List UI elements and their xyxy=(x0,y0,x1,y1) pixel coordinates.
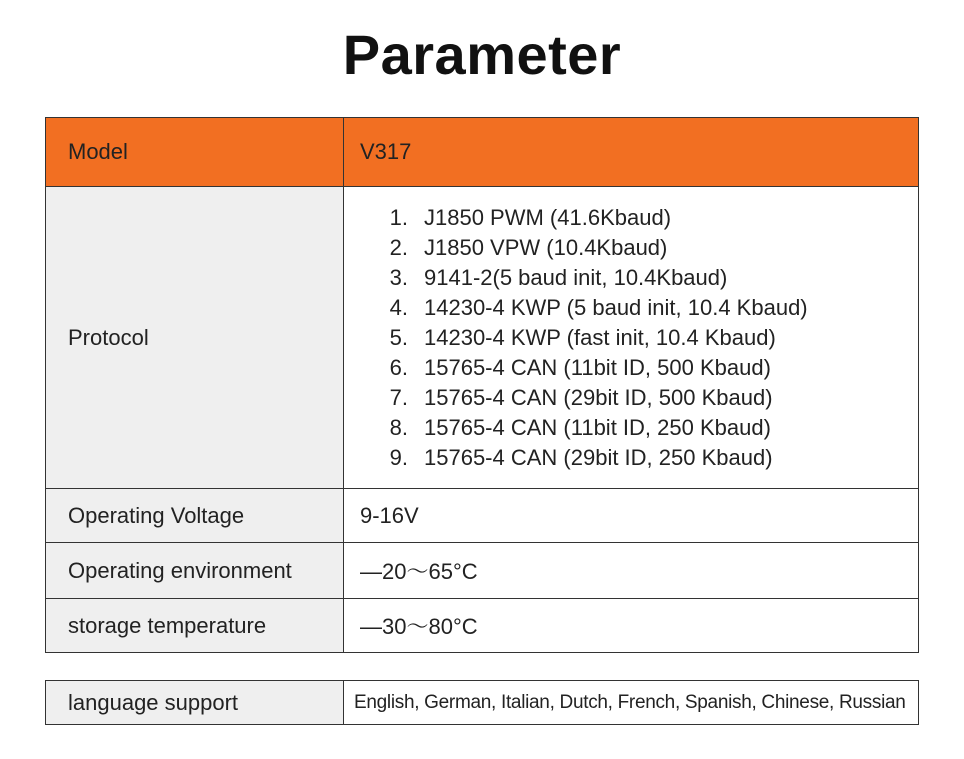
list-item-number: 8. xyxy=(389,414,408,440)
list-item-number: 7. xyxy=(389,384,408,410)
page-title: Parameter xyxy=(342,23,622,86)
list-item xyxy=(360,263,917,293)
list-item-number: 6. xyxy=(389,354,408,380)
model-value: V317 xyxy=(344,118,919,187)
list-item-number: 3. xyxy=(389,264,408,290)
list-item-text: 15765-4 CAN (11bit ID, 250 Kbaud) xyxy=(424,414,771,440)
list-item-text: J1850 VPW (10.4Kbaud) xyxy=(424,234,668,260)
voltage-value: 9-16V xyxy=(344,489,919,543)
list-item-text: 15765-4 CAN (29bit ID, 500 Kbaud) xyxy=(424,384,773,410)
list-item-text: 9141-2(5 baud init, 10.4Kbaud) xyxy=(424,264,728,290)
list-item xyxy=(360,293,917,323)
language-table xyxy=(45,680,919,725)
list-item-text: 14230-4 KWP (fast init, 10.4 Kbaud) xyxy=(424,324,776,350)
list-item xyxy=(360,443,917,473)
list-item-text: 15765-4 CAN (11bit ID, 500 Kbaud) xyxy=(424,354,771,380)
table-row-protocol xyxy=(46,187,919,489)
environment-value: —20～65°C xyxy=(344,543,919,599)
list-item xyxy=(360,353,917,383)
list-item-text: 14230-4 KWP (5 baud init, 10.4 Kbaud) xyxy=(424,294,808,320)
list-item-text: 15765-4 CAN (29bit ID, 250 Kbaud) xyxy=(424,444,773,470)
list-item-number: 9. xyxy=(389,444,408,470)
list-item-text: J1850 PWM (41.6Kbaud) xyxy=(424,204,672,230)
language-label: language support xyxy=(46,681,344,725)
list-item xyxy=(360,233,917,263)
language-value: English, German, Italian, Dutch, French, Spanish, Chinese, Russian xyxy=(344,681,919,725)
list-item-number: 1. xyxy=(389,204,408,230)
table-row-environment xyxy=(46,543,919,599)
list-item-number: 4. xyxy=(389,294,408,320)
table-row-model xyxy=(46,118,919,187)
list-item xyxy=(360,323,917,353)
parameter-table xyxy=(45,117,919,653)
voltage-label: Operating Voltage xyxy=(46,489,344,543)
model-label: Model xyxy=(46,118,344,187)
storage-value: —30～80°C xyxy=(344,599,919,653)
protocol-list xyxy=(360,203,917,473)
list-item xyxy=(360,413,917,443)
protocol-value xyxy=(344,187,919,489)
table-row-language xyxy=(46,681,919,725)
list-item-number: 5. xyxy=(389,324,408,350)
storage-label: storage temperature xyxy=(46,599,344,653)
table-row-voltage xyxy=(46,489,919,543)
table-row-storage xyxy=(46,599,919,653)
list-item-number: 2. xyxy=(389,234,408,260)
protocol-label: Protocol xyxy=(46,187,344,489)
environment-label: Operating environment xyxy=(46,543,344,599)
list-item xyxy=(360,203,917,233)
list-item xyxy=(360,383,917,413)
